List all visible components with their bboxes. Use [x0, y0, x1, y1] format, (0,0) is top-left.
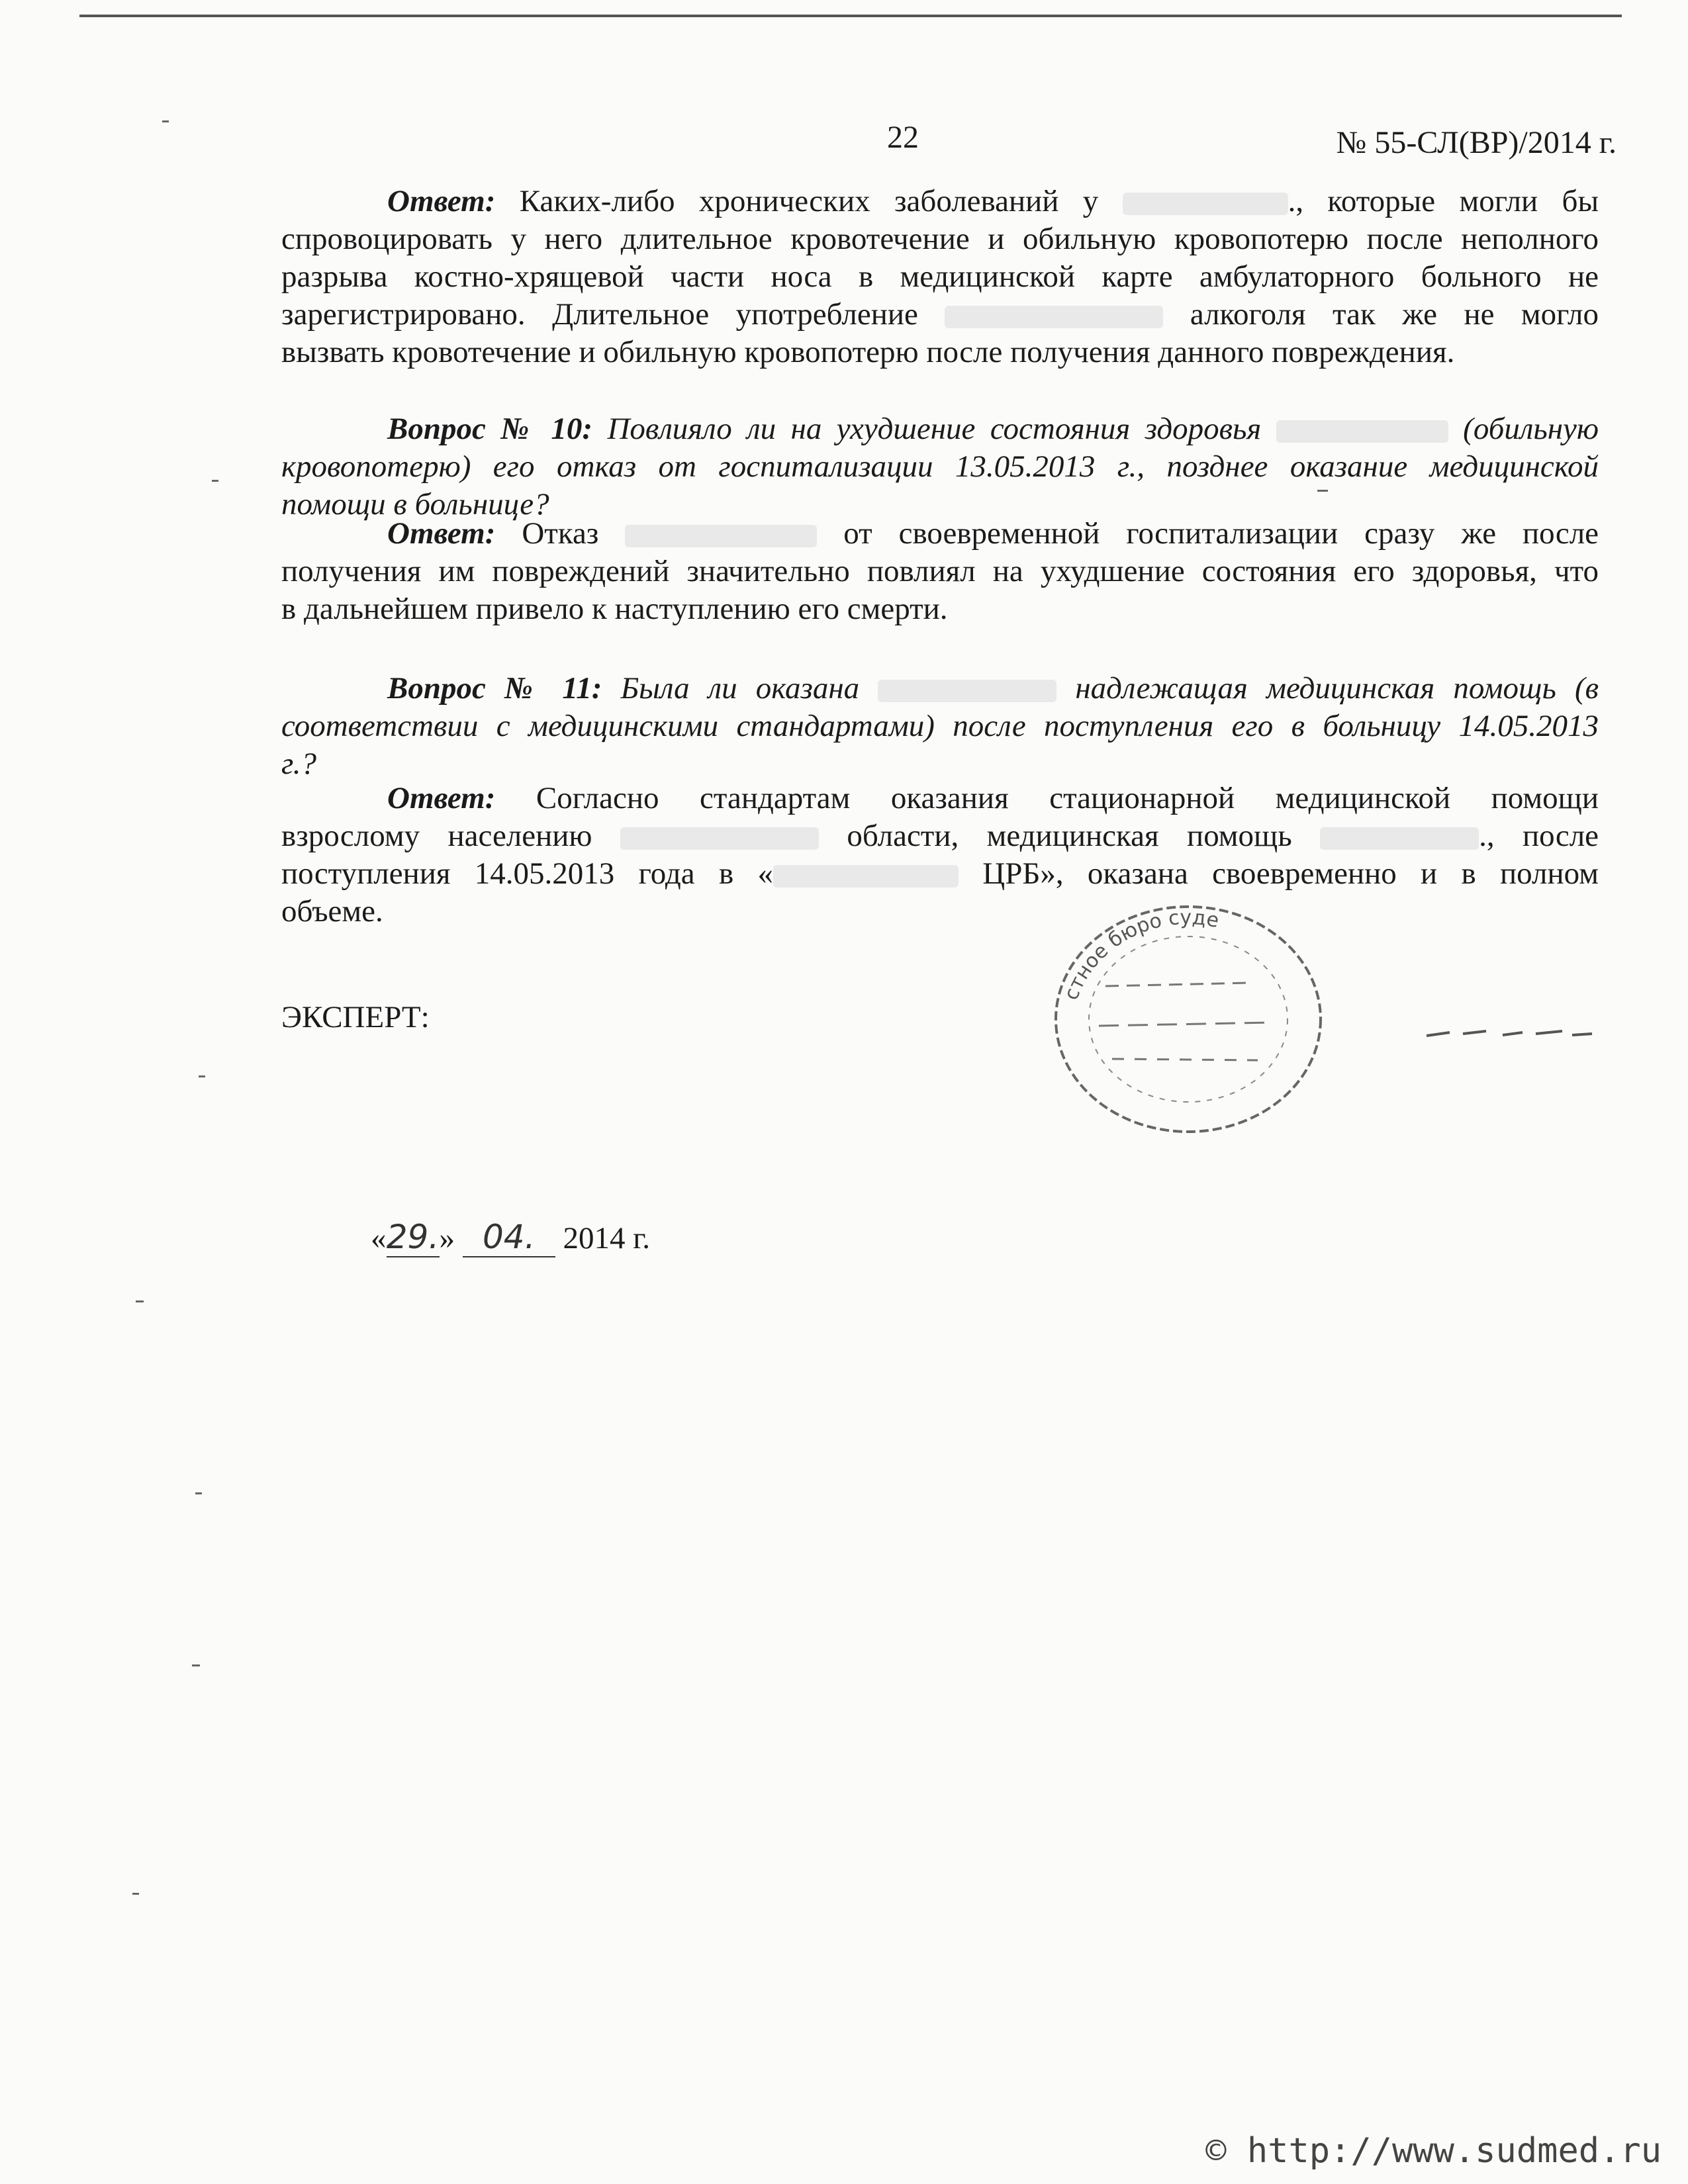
- answer-10-line-2: получения им повреждений значительно повлиял на ухудшение состояния его здоровья, что: [281, 554, 1599, 588]
- question-10-line-2: кровопотерю) его отказ от госпитализации 13.05.2013 г., позднее оказание медицинской: [281, 449, 1599, 484]
- answer-9-line-2: спровоцировать у него длительное кровотечение и обильную кровопотерю после неполного: [281, 222, 1599, 256]
- question-10-line-3: помощи в больнице?: [281, 487, 549, 522]
- answer-11-line-4: объеме.: [281, 894, 383, 929]
- top-rule: [79, 15, 1622, 17]
- answer-label: Ответ:: [387, 781, 496, 815]
- date-year: 2014 г.: [563, 1221, 650, 1255]
- date-day: 29.: [386, 1218, 440, 1256]
- question-10-line-1: Вопрос № 10: Повлияло ли на ухудшение состояния здоровья (обильную: [387, 412, 1599, 446]
- redacted-name: [1276, 420, 1448, 443]
- signature-date: «29.» 04. 2014 г.: [371, 1218, 650, 1256]
- redacted-name: [945, 306, 1163, 328]
- date-month: 04.: [463, 1218, 555, 1257]
- question-11-line-2: соответствии с медицинскими стандартами) после поступления его в больницу 14.05.2013: [281, 709, 1599, 743]
- stamp-ring-text: стное бюро суде: [1059, 905, 1221, 1003]
- answer-9: [281, 183, 1599, 371]
- scan-speck: [1317, 490, 1328, 492]
- answer-11: [281, 780, 1599, 931]
- scan-speck: [192, 1664, 200, 1666]
- signature-mark: [1423, 1019, 1595, 1046]
- scan-speck: [132, 1893, 139, 1895]
- page-number: 22: [887, 120, 919, 155]
- redacted-name: [625, 525, 817, 547]
- official-stamp: [1033, 887, 1337, 1138]
- answer-9-line-4: зарегистрировано. Длительное употребление алкоголя так же не могло: [281, 297, 1599, 332]
- redacted-name: [1123, 193, 1288, 215]
- question-11-line-1: Вопрос № 11: Была ли оказана надлежащая медицинская помощь (в: [387, 671, 1599, 705]
- redacted-name: [620, 827, 819, 850]
- question-label: Вопрос № 10:: [387, 412, 593, 446]
- scan-speck: [136, 1300, 144, 1302]
- scan-speck: [199, 1075, 205, 1077]
- answer-label: Ответ:: [387, 516, 496, 551]
- answer-10-line-3: в дальнейшем привело к наступлению его смерти.: [281, 592, 948, 626]
- question-label: Вопрос № 11:: [387, 671, 602, 705]
- redacted-name: [878, 680, 1056, 702]
- answer-10-line-1: Ответ: Отказ от своевременной госпитализации сразу же после: [387, 516, 1599, 551]
- document-number: № 55-СЛ(ВР)/2014 г.: [1336, 125, 1617, 160]
- answer-label: Ответ:: [387, 184, 496, 218]
- answer-9-line-5: вызвать кровотечение и обильную кровопотерю после получения данного повреждения.: [281, 335, 1455, 369]
- expert-label: ЭКСПЕРТ:: [281, 1000, 430, 1034]
- scan-speck: [195, 1492, 202, 1494]
- watermark: © http://www.sudmed.ru: [1205, 2131, 1662, 2171]
- scan-speck: [162, 120, 169, 122]
- answer-11-line-2: взрослому населению области, медицинская помощь ., после: [281, 819, 1599, 853]
- question-10: [281, 410, 1599, 523]
- scan-speck: [212, 480, 218, 482]
- redacted-name: [773, 865, 959, 887]
- answer-10: [281, 515, 1599, 628]
- question-11: [281, 670, 1599, 783]
- answer-11-line-3: поступления 14.05.2013 года в « ЦРБ», оказана своевременно и в полном: [281, 856, 1599, 891]
- question-11-line-3: г.?: [281, 747, 316, 781]
- answer-9-line-3: разрыва костно-хрящевой части носа в медицинской карте амбулаторного больного не: [281, 259, 1599, 294]
- redacted-name: [1320, 827, 1479, 850]
- answer-11-line-1: Ответ: Согласно стандартам оказания стационарной медицинской помощи: [387, 781, 1599, 815]
- answer-9-line-1: Ответ: Каких-либо хронических заболеваний у ., которые могли бы: [387, 184, 1599, 218]
